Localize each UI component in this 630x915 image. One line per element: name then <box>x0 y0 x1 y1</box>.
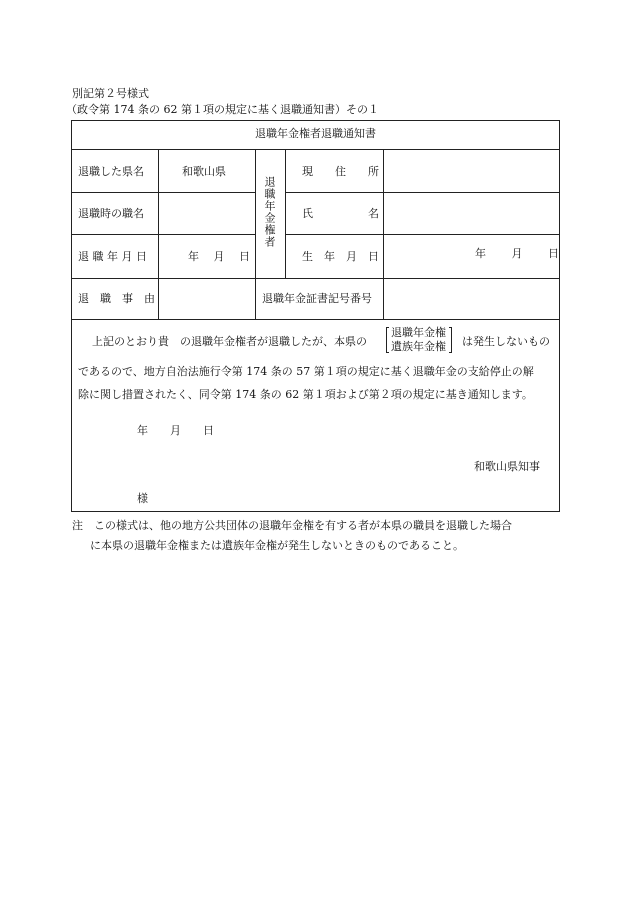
body-line-1: 上記のとおり貴 の退職年金権者が退職したが、本県の <box>92 335 367 348</box>
notification-form <box>71 120 560 512</box>
choice-survivor-pension: 遺族年金権 <box>391 340 446 353</box>
choice-bracket-right <box>449 327 452 353</box>
note-line-2: に本県の退職年金権または遺族年金権が発生しないときのものであること。 <box>90 539 464 552</box>
birth-date-label: 生 年 月 日 <box>302 250 379 263</box>
retiree-section-label: 退職年金権者 <box>263 176 276 248</box>
prefecture-name-label: 退職した県名 <box>78 165 144 178</box>
form-number: 別記第２号様式 <box>72 87 149 100</box>
row-divider-right-2 <box>285 234 560 235</box>
retire-date-value: 年 月 日 <box>188 250 250 263</box>
issuer-name: 和歌山県知事 <box>474 460 540 473</box>
body-line-3: 除に関し措置されたく、同令第 174 条の 62 第１項および第２項の規定に基き通知します。 <box>78 388 533 401</box>
certificate-label: 退職年金証書記号番号 <box>262 292 372 305</box>
address-label: 現 住 所 <box>302 165 379 178</box>
col-divider-3 <box>285 149 286 278</box>
retire-date-label: 退 職 年 月 日 <box>78 250 147 263</box>
addressee: 様 <box>137 492 148 505</box>
pension-choice <box>391 327 446 352</box>
choice-retirement-pension: 退職年金権 <box>391 326 446 339</box>
prefecture-name-value: 和歌山県 <box>182 165 226 178</box>
notice-date: 年 月 日 <box>137 424 214 437</box>
reason-label: 退 職 事 由 <box>78 292 155 305</box>
position-label: 退職時の職名 <box>78 207 144 220</box>
form-subtitle: （政令第 174 条の 62 第１項の規定に基く退職通知書）その１ <box>66 103 379 116</box>
col-divider-1 <box>158 149 159 319</box>
row-divider-left-2 <box>71 234 255 235</box>
row-divider-3 <box>71 278 560 279</box>
col-divider-2 <box>255 149 256 319</box>
title-divider <box>71 149 560 150</box>
body-line-1-end: は発生しないもの <box>462 335 550 348</box>
row-divider-4 <box>71 319 560 320</box>
body-line-2: であるので、地方自治法施行令第 174 条の 57 第１項の規定に基く退職年金の支給停止の解 <box>78 365 534 378</box>
birth-date-value: 年 月 日 <box>475 247 559 260</box>
note-line-1: 注 この様式は、他の地方公共団体の退職年金権を有する者が本県の職員を退職した場合 <box>72 519 512 532</box>
form-title: 退職年金権者退職通知書 <box>255 127 376 140</box>
choice-bracket-left <box>386 327 389 353</box>
col-divider-4 <box>383 149 384 319</box>
name-label: 氏 名 <box>302 207 379 220</box>
row-divider-left-1 <box>71 192 255 193</box>
row-divider-right-1 <box>285 192 560 193</box>
